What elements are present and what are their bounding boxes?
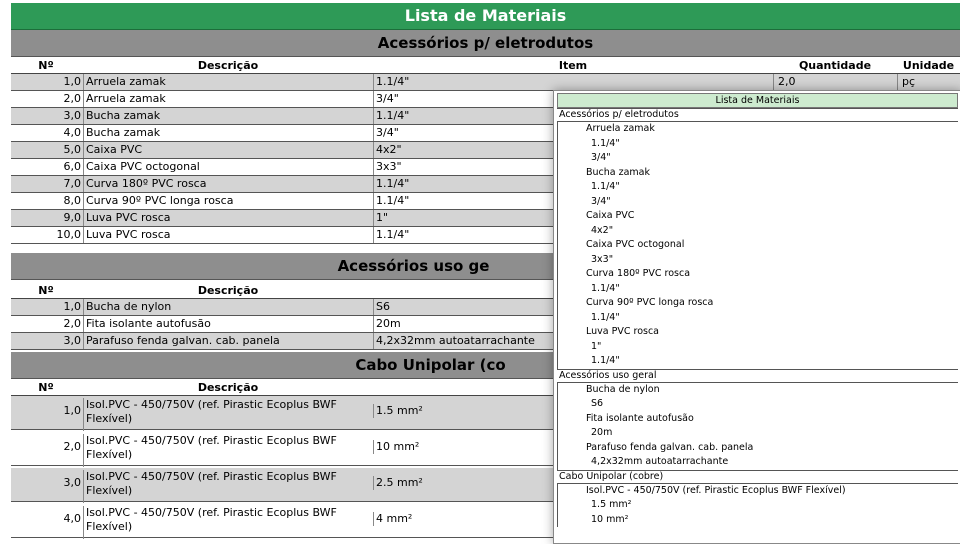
row-description: Isol.PVC - 450/750V (ref. Pirastic Ecoplus BWF Flexível) [83,398,366,431]
column-header-row [11,58,960,74]
materials-preview-popup[interactable] [553,90,960,544]
popup-line: 1.5 mm² [591,499,632,510]
row-number: 7,0 [63,177,81,190]
col-descricao: Descrição [197,59,259,72]
row-description: Bucha de nylon [83,299,376,315]
row-item: 1.1/4" [373,227,776,243]
popup-line: Luva PVC rosca [586,326,659,337]
section-title-text: Acessórios uso ge [337,257,490,275]
section-title-text: Cabo Unipolar (co [355,356,506,374]
row-number: 3,0 [63,476,81,489]
row-number: 6,0 [63,160,81,173]
popup-section-eletrodutos: Acessórios p/ eletrodutos [557,108,958,122]
row-description: Luva PVC rosca [83,210,376,226]
sheet-title: Lista de Materiais [11,3,960,30]
row-description: Caixa PVC octogonal [83,159,376,175]
popup-line: Curva 90º PVC longa rosca [586,297,714,308]
row-item: 1" [373,210,776,226]
popup-line: 3/4" [591,195,611,207]
row-description: Curva 90º PVC longa rosca [83,193,376,209]
popup-line: 3x3" [591,253,614,265]
row-number: 8,0 [63,194,81,207]
row-item: 1.1/4" [373,108,776,124]
row-number: 2,0 [63,92,81,105]
popup-line: 3/4" [591,152,611,163]
row-item: 4 mm² [373,512,776,526]
row-description: Arruela zamak [83,74,376,90]
row-description: Bucha zamak [83,125,376,141]
row-number: 1,0 [63,404,81,417]
row-number: 3,0 [63,334,81,347]
col-num: Nº [38,284,54,297]
row-quantity: 2,0 [773,74,902,90]
popup-line: Curva 180º PVC rosca [586,268,691,279]
popup-line: 1.1/4" [591,282,620,294]
popup-line: 10 mm² [591,513,629,525]
col-descricao: Descrição [197,381,259,394]
col-descricao: Descrição [197,284,259,297]
col-num: Nº [38,59,54,72]
table-row[interactable] [11,74,960,91]
col-unidade: Unidade [902,59,955,72]
popup-line: Caixa PVC octogonal [586,239,685,250]
row-unit: pç [897,74,960,90]
col-item: Item [558,59,588,72]
popup-line: Parafuso fenda galvan. cab. panela [586,441,754,453]
popup-line: Fita isolante autofusão [586,412,694,424]
row-description: Caixa PVC [83,142,376,158]
popup-line: Bucha zamak [586,166,651,178]
popup-line: 20m [591,427,613,438]
popup-line: 4,2x32mm autoatarrachante [591,456,729,467]
popup-line: 1.1/4" [591,355,620,366]
row-item: 3/4" [373,125,776,141]
popup-line: Caixa PVC [586,210,635,221]
popup-section-cabo-unipolar: Cabo Unipolar (cobre) [557,470,958,484]
row-description: Fita isolante autofusão [83,316,376,332]
row-description: Parafuso fenda galvan. cab. panela [83,333,376,349]
row-item: 3/4" [373,91,776,107]
popup-line: 1.1/4" [591,137,620,149]
row-item: 20m [373,316,776,332]
row-item: 1.1/4" [373,176,776,192]
row-item: 1.1/4" [373,74,776,90]
row-number: 4,0 [63,126,81,139]
col-quantidade: Quantidade [798,59,872,72]
row-item: 4x2" [373,142,776,158]
popup-line: Bucha de nylon [586,383,660,395]
row-number: 1,0 [63,75,81,88]
col-num: Nº [38,381,54,394]
row-item: 1.1/4" [373,193,776,209]
row-number: 4,0 [63,512,81,525]
row-description: Luva PVC rosca [83,227,376,243]
row-number: 3,0 [63,109,81,122]
row-number: 1,0 [63,300,81,313]
popup-line: Isol.PVC - 450/750V (ref. Pirastic Ecoplus BWF Flexível) [586,484,846,496]
popup-line: S6 [591,398,604,409]
popup-line: 4x2" [591,224,614,236]
popup-line: 1" [591,340,602,352]
row-description: Curva 180º PVC rosca [83,176,376,192]
row-item: 10 mm² [373,440,776,454]
row-number: 10,0 [56,228,81,241]
row-item: 4,2x32mm autoatarrachante [373,333,776,349]
row-number: 2,0 [63,317,81,330]
popup-line: 1.1/4" [591,181,620,192]
row-description: Arruela zamak [83,91,376,107]
section-header-eletrodutos: Acessórios p/ eletrodutos [11,30,960,57]
row-item: 3x3" [373,159,776,175]
row-item: 2.5 mm² [373,476,776,490]
popup-line: 1.1/4" [591,311,620,323]
row-item: 1.5 mm² [373,404,776,418]
row-number: 5,0 [63,143,81,156]
popup-line: Arruela zamak [586,123,655,134]
row-description: Isol.PVC - 450/750V (ref. Pirastic Ecoplus BWF Flexível) [83,434,366,467]
row-description: Isol.PVC - 450/750V (ref. Pirastic Ecoplus BWF Flexível) [83,506,366,539]
row-number: 2,0 [63,440,81,453]
row-description: Isol.PVC - 450/750V (ref. Pirastic Ecoplus BWF Flexível) [83,470,366,503]
popup-title: Lista de Materiais [557,93,958,108]
popup-section-uso-geral: Acessórios uso geral [557,369,958,383]
row-description: Bucha zamak [83,108,376,124]
row-item: S6 [373,299,776,315]
row-number: 9,0 [63,211,81,224]
